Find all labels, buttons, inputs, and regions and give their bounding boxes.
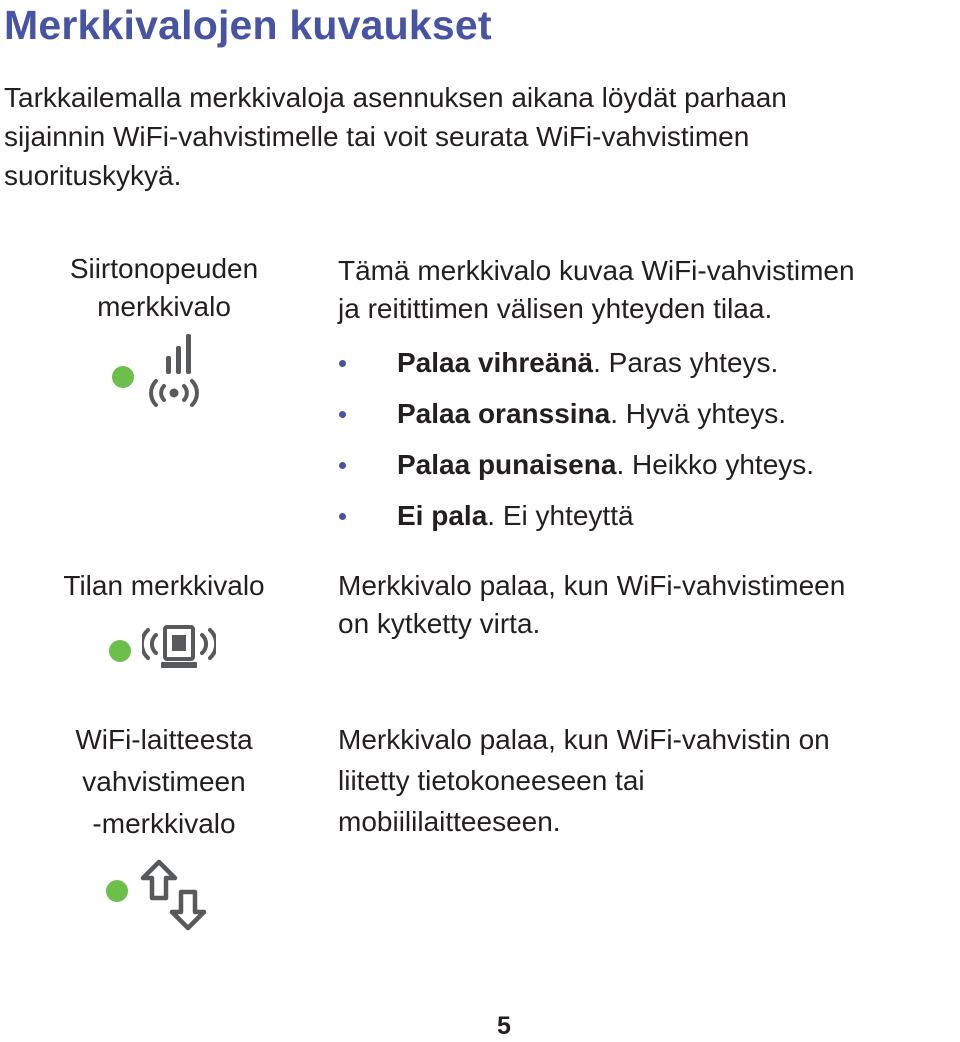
state-text: . Ei yhteyttä [487,500,634,531]
desc-line: ja reitittimen välisen yhteyden tilaa. [338,293,773,324]
desc-line: Merkkivalo palaa, kun WiFi-vahvistin on [338,724,830,755]
label-line: Tilan merkkivalo [63,570,265,601]
state-text: . Paras yhteys. [593,347,779,378]
status-led-description [338,567,845,643]
intro-line: Tarkkailemalla merkkivaloja asennuksen aikana löydät parhaan [4,82,787,113]
desc-line: mobiililaitteeseen. [338,806,561,837]
status-led-label [30,567,298,605]
extender-device-icon [142,622,216,672]
label-line: Siirtonopeuden [69,253,259,284]
desc-line: on kytketty virta. [338,608,541,639]
bullet-dot [339,462,346,469]
device-led-description [338,719,830,842]
desc-line: Tämä merkkivalo kuvaa WiFi-vahvistimen [338,255,855,286]
list-item [338,493,814,544]
label-line: WiFi-laitteesta [75,724,253,755]
page-number: 5 [497,1012,511,1040]
state-bold: Ei pala [397,500,488,531]
up-down-arrows-icon [138,858,216,934]
transfer-led-description [338,252,855,328]
desc-line: liitetty tietokoneeseen tai [338,765,645,796]
transfer-led-label [30,250,298,326]
label-line: vahvistimeen [82,766,246,797]
transfer-led-states [338,340,814,544]
intro-line: suorituskykyä. [4,160,182,191]
state-text: . Heikko yhteys. [616,449,815,480]
state-bold: Palaa vihreänä [397,347,594,378]
intro-line: sijainnin WiFi-vahvistimelle tai voit seurata WiFi-vahvistimen [4,121,750,152]
page-title: Merkkivalojen kuvaukset [4,2,492,48]
signal-strength-icon [146,330,202,410]
intro-paragraph [4,78,944,195]
list-item [338,442,814,493]
state-bold: Palaa punaisena [397,449,617,480]
label-line: -merkkivalo [92,808,236,839]
label-line: merkkivalo [97,291,231,322]
list-item [338,391,814,442]
bullet-dot [339,513,346,520]
state-text: . Hyvä yhteys. [610,398,787,429]
list-item [338,340,814,391]
state-bold: Palaa oranssina [397,398,611,429]
bullet-dot [339,360,346,367]
desc-line: Merkkivalo palaa, kun WiFi-vahvistimeen [338,570,846,601]
transfer-led-dot [112,366,134,388]
bullet-dot [339,411,346,418]
device-led-label [30,719,298,845]
device-led-dot [106,880,128,902]
status-led-dot [109,640,131,662]
